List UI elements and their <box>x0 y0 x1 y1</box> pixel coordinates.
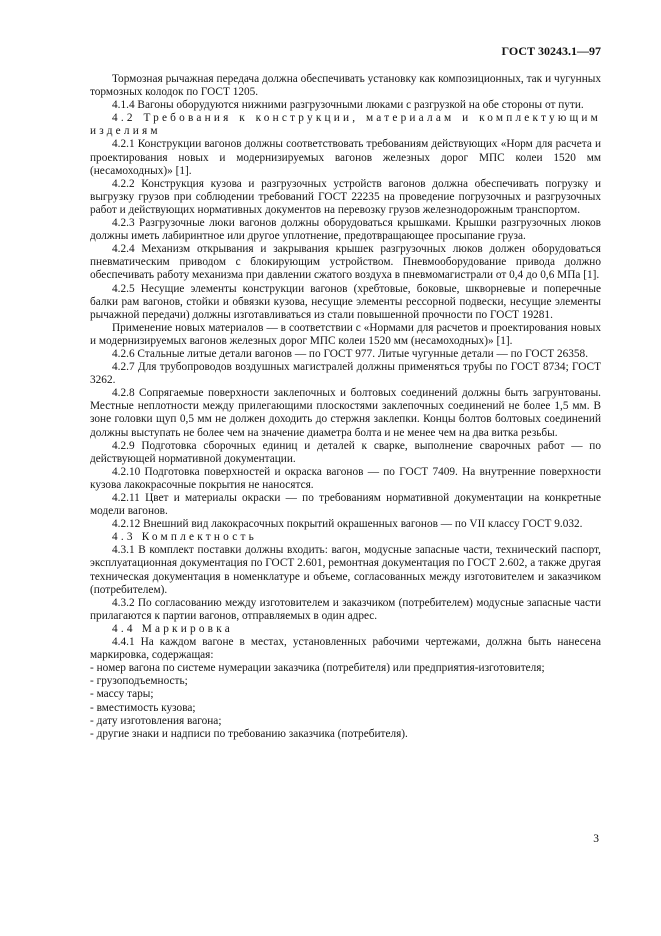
paragraph-brake-linkage: Тормозная рычажная передача должна обеспечивать установку как композиционных, так и чугунных тормозных колодок по ГОСТ 1205. <box>90 73 601 99</box>
paragraph-4-3-1: 4.3.1 В комплект поставки должны входить: вагон, модусные запасные части, технический паспорт, эксплуатационная документация по ГОСТ 2.601, ремонтная документация по ГОСТ 2.602, а также другая техническая документация в номенклатуре и объеме, согласованных между изготовителем и заказчиком (потребителем). <box>90 544 601 596</box>
paragraph-4-2-7: 4.2.7 Для трубопроводов воздушных магистралей должны применяться трубы по ГОСТ 8734; ГОСТ 3262. <box>90 361 601 387</box>
list-item: - номер вагона по системе нумерации заказчика (потребителя) или предприятия-изготовителя; <box>90 662 545 675</box>
list-item: - грузоподъемность; <box>90 675 188 688</box>
list-item: - дату изготовления вагона; <box>90 714 222 727</box>
paragraph-4-2-1: 4.2.1 Конструкции вагонов должны соответствовать требованиям действующих «Норм для расчета и проектирования новых и модернизируемых вагонов железных дорог МПС колеи 1520 мм (несамоходных)» [1]. <box>90 138 601 177</box>
paragraph-4-2-4: 4.2.4 Механизм открывания и закрывания крышек разгрузочных люков должен оборудоваться пневматическим приводом с блокирующим устройством. Пневмооборудование привода должно обеспечивать работу механизма при давлении сжатого воздуха в пневмомагистрали от 0,4 до 0,6 МПа [1]. <box>90 243 601 282</box>
paragraph-4-1-4: 4.1.4 Вагоны оборудуются нижними разгрузочными люками с разгрузкой на обе стороны от пути. <box>112 99 584 112</box>
paragraph-4-2-11: 4.2.11 Цвет и материалы окраски — по требованиям нормативной документации на конкретные модели вагонов. <box>90 492 601 518</box>
paragraph-4-2-3: 4.2.3 Разгрузочные люки вагонов должны оборудоваться крышками. Крышки разгрузочных люков должны иметь лабиринтное или другое уплотнение, предотвращающее просыпание груза. <box>90 217 601 243</box>
page-number: 3 <box>593 833 599 845</box>
list-item: - вместимость кузова; <box>90 701 196 714</box>
paragraph-4-2-8: 4.2.8 Сопрягаемые поверхности заклепочных и болтовых соединений должны быть загрунтованы. Местные неплотности между прилегающими плоскостями заклепочных соединений не более 1,5 мм. В зоне головки щуп 0,5 мм не должен доходить до стержня заклепки. Концы болтов болтовых соединений должны выступать не более чем на значение диаметра болта и не менее чем на два витка резьбы. <box>90 387 601 439</box>
paragraph-4-2-9: 4.2.9 Подготовка сборочных единиц и деталей к сварке, выполнение сварочных работ — по действующей нормативной документации. <box>90 439 601 465</box>
paragraph-4-2-12: 4.2.12 Внешний вид лакокрасочных покрытий окрашенных вагонов — по VII классу ГОСТ 9.032. <box>112 518 583 531</box>
paragraph-4-2-5: 4.2.5 Несущие элементы конструкции вагонов (хребтовые, боковые, шкворневые и поперечные балки рам вагонов, стойки и обвязки кузова, несущие элементы рессорной подвески, несущие элементы рычажной передачи) должны изготавливаться из стали повышенной прочности по ГОСТ 19281. <box>90 282 601 321</box>
section-heading-4-4: 4.4 Маркировка <box>112 622 233 635</box>
paragraph-4-2-2: 4.2.2 Конструкция кузова и разгрузочных устройств вагонов должна обеспечивать погрузку и выгрузку грузов при соблюдении требований ГОСТ 22235 на проведение погрузочных и разгрузочных работ и действующих нормативных документов на перевозку грузов железнодорожным транспортом. <box>90 177 601 216</box>
document-body <box>90 73 601 741</box>
section-heading-4-2: 4.2 Требования к конструкции, материалам и комплектующим изделиям <box>90 112 601 138</box>
standard-code-header: ГОСТ 30243.1—97 <box>501 44 601 58</box>
paragraph-4-2-10: 4.2.10 Подготовка поверхностей и окраска вагонов — по ГОСТ 7409. На внутренние поверхности кузова лакокрасочные покрытия не наносятся. <box>90 465 601 491</box>
list-item: - массу тары; <box>90 688 154 701</box>
list-item: - другие знаки и надписи по требованию заказчика (потребителя). <box>90 727 408 740</box>
section-heading-4-3: 4.3 Комплектность <box>112 531 257 544</box>
paragraph-4-3-2: 4.3.2 По согласованию между изготовителем и заказчиком (потребителем) модусные запасные части прилагаются к партии вагонов, отправляемых в один адрес. <box>90 596 601 622</box>
paragraph-4-4-1: 4.4.1 На каждом вагоне в местах, установленных рабочими чертежами, должна быть нанесена маркировка, содержащая: <box>90 636 601 662</box>
paragraph-new-materials: Применение новых материалов — в соответствии с «Нормами для расчетов и проектирования новых и модернизируемых вагонов железных дорог МПС колеи 1520 мм (несамоходных)» [1]. <box>90 321 601 347</box>
paragraph-4-2-6: 4.2.6 Стальные литые детали вагонов — по ГОСТ 977. Литые чугунные детали — по ГОСТ 26358. <box>112 347 589 360</box>
